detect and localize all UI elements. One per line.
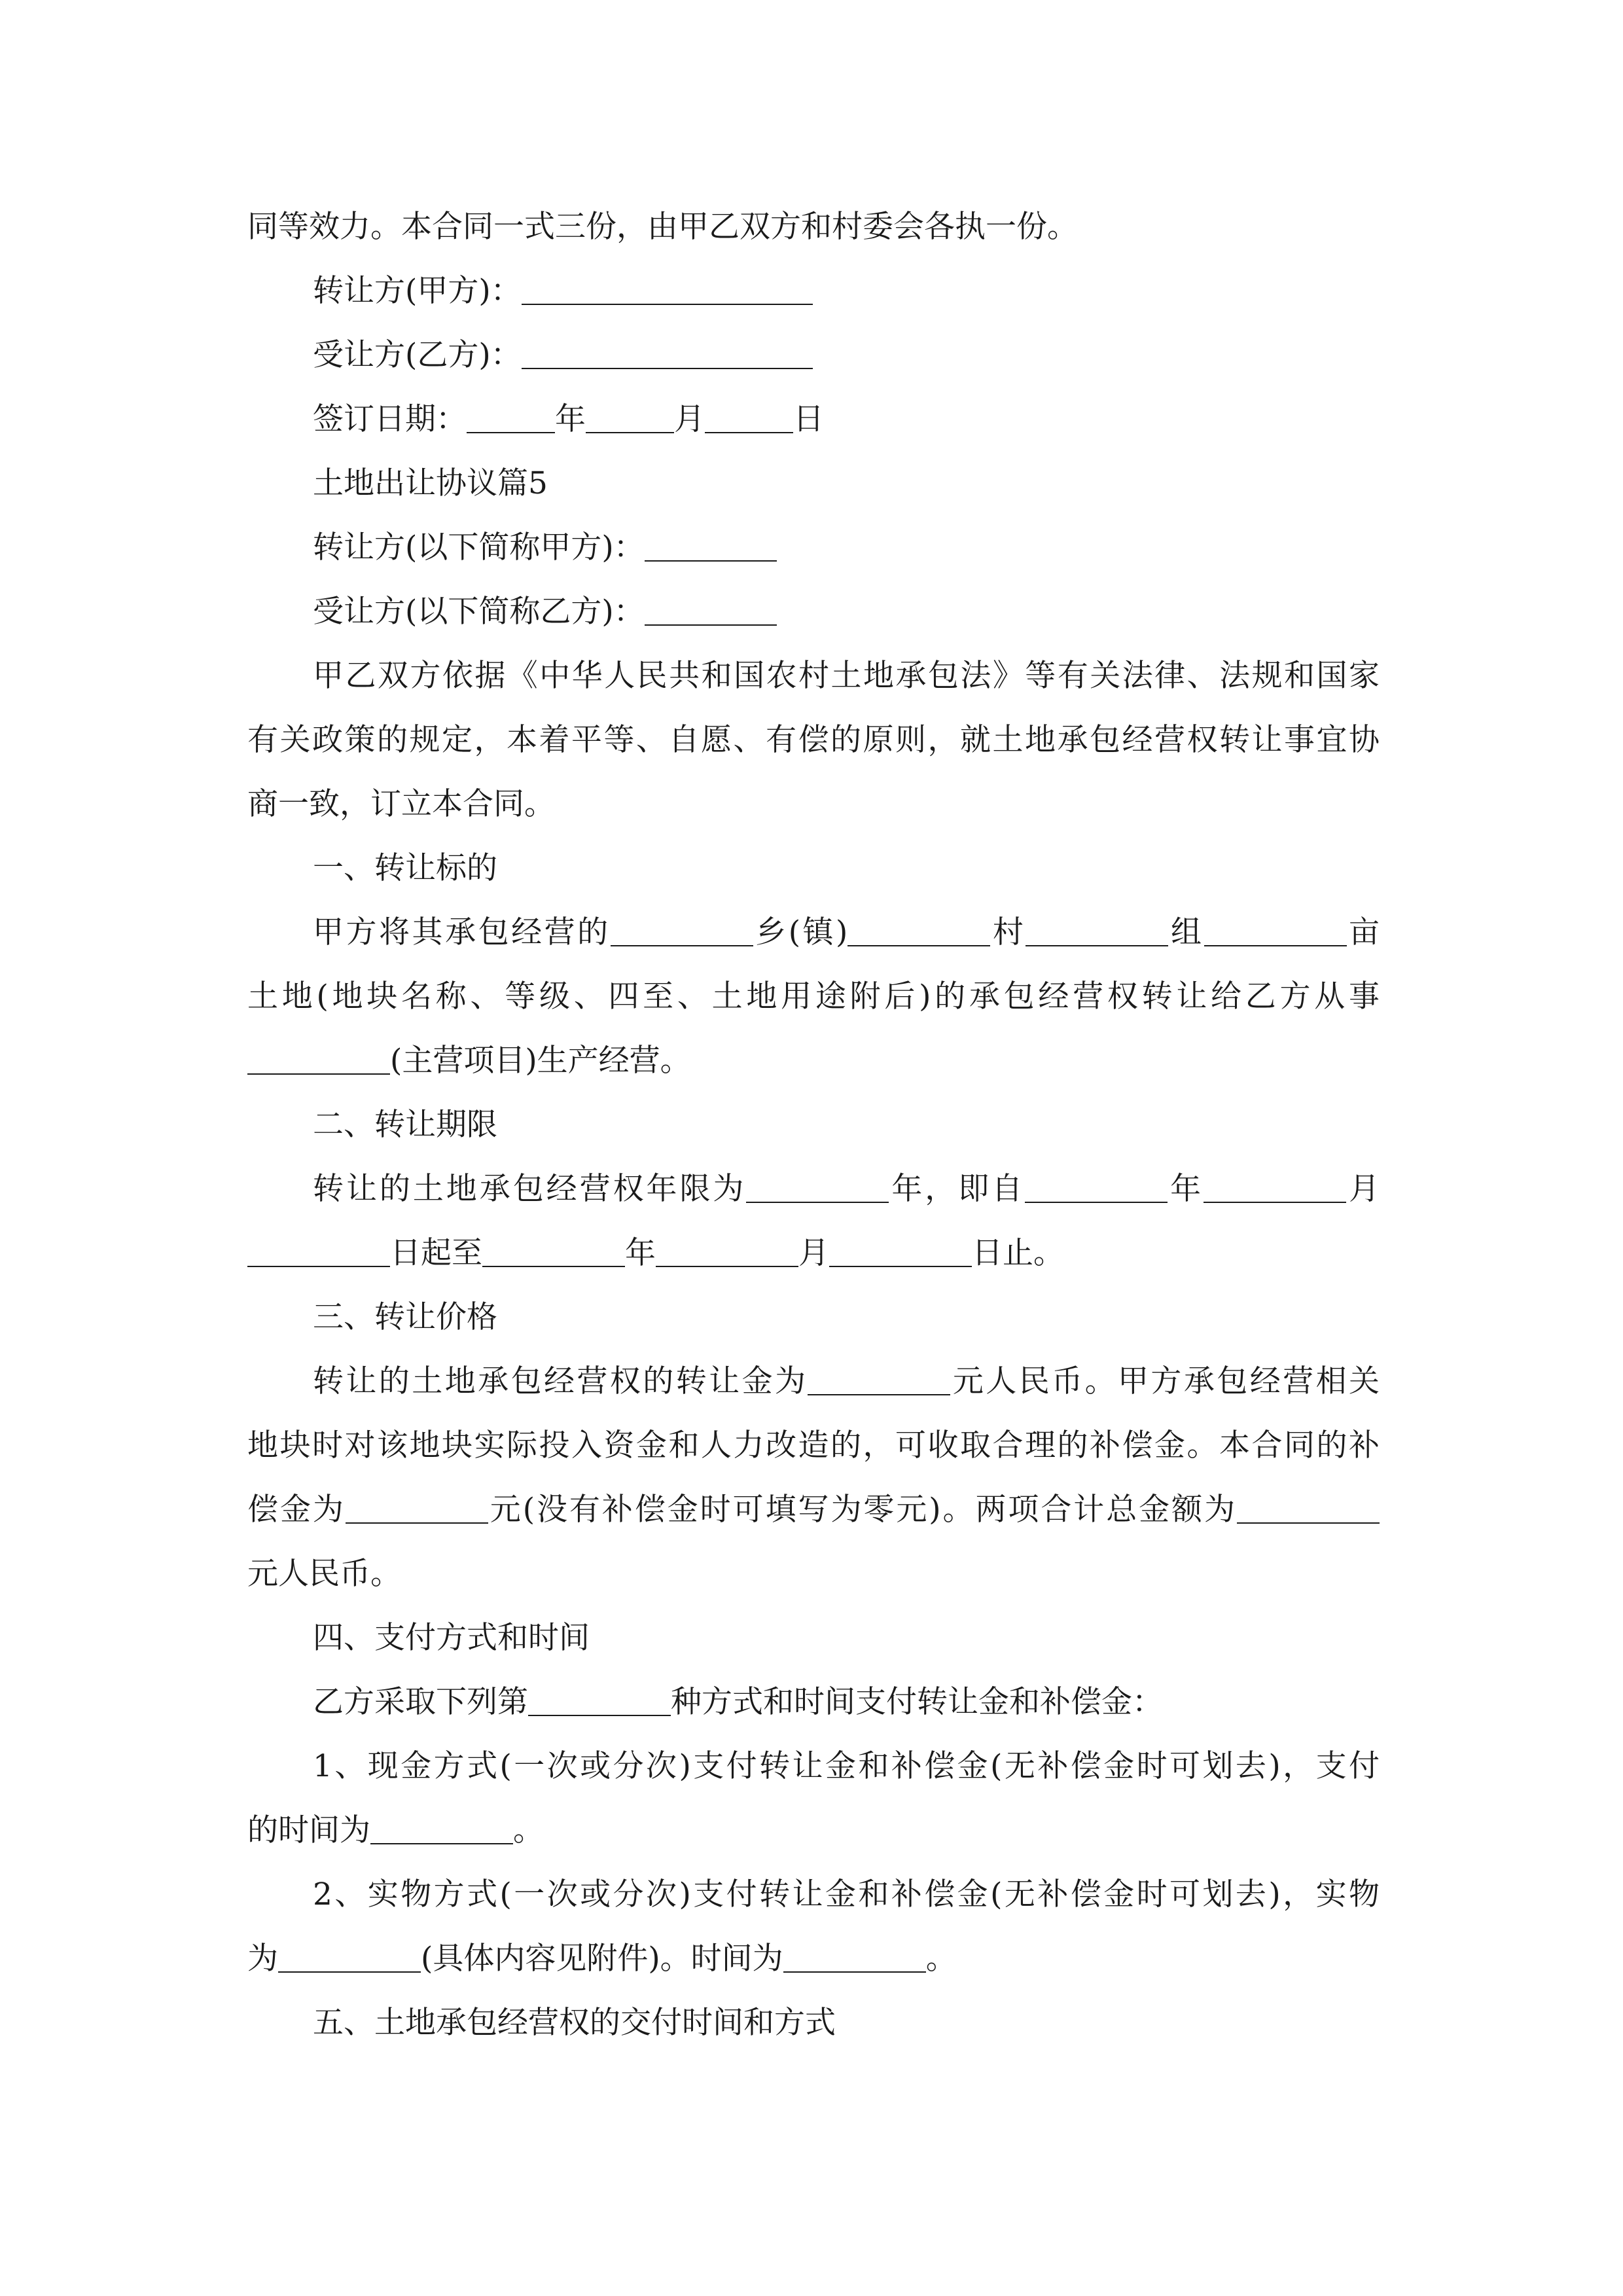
blank-field[interactable] [705,393,793,433]
blank-field[interactable] [645,521,777,562]
paragraph-line: (主营项目)生产经营。 [247,1029,1380,1093]
text-line: 同等效力。本合同一式三份，由甲乙双方和村委会各执一份。 [247,209,1078,245]
heading: 二、转让期限 [313,1107,497,1143]
blank-field[interactable] [611,906,753,946]
blank-field[interactable] [1025,1162,1168,1203]
blank-field[interactable] [346,1483,488,1524]
paragraph-line: 为 (具体内容见附件)。时间为 。 [247,1927,1380,1991]
transferee-line: 受让方(以下简称乙方)： [313,580,1380,644]
blank-field[interactable] [482,1227,625,1267]
signature-party-a: 转让方(甲方)： [313,259,1380,323]
section-title: 土地出让协议篇5 [313,465,548,501]
signing-date: 签订日期： 年 月 日 [313,387,1380,452]
paragraph-line: 元人民币。 [247,1556,401,1592]
heading: 一、转让标的 [313,850,497,886]
paragraph-line: 转让的土地承包经营权的转让金为 元人民币。甲方承包经营相关 [313,1350,1380,1414]
paragraph-line: 地块时对该地块实际投入资金和人力改造的，可收取合理的补偿金。本合同的补 [247,1427,1380,1463]
paragraph-line: 乙方采取下列第 种方式和时间支付转让金和补偿金： [313,1670,1380,1734]
blank-field[interactable] [645,585,777,626]
heading: 四、支付方式和时间 [313,1620,590,1656]
blank-field[interactable] [656,1227,798,1267]
blank-field[interactable] [528,1676,671,1716]
signature-party-b: 受让方(乙方)： [313,323,1380,387]
blank-field[interactable] [1026,906,1168,946]
paragraph-line: 土地(地块名称、等级、四至、土地用途附后)的承包经营权转让给乙方从事 [247,978,1380,1014]
blank-field[interactable] [1237,1483,1380,1524]
paragraph-line: 1、现金方式(一次或分次)支付转让金和补偿金(无补偿金时可划去)，支付 [313,1748,1380,1784]
paragraph-line: 甲乙双方依据《中华人民共和国农村土地承包法》等有关法律、法规和国家 [313,658,1380,694]
paragraph-line: 转让的土地承包经营权年限为 年，即自 年 月 [313,1157,1380,1221]
paragraph-line: 日起至 年 月 日止。 [247,1221,1380,1285]
blank-field[interactable] [746,1162,889,1203]
blank-field[interactable] [847,906,990,946]
paragraph-line: 有关政策的规定，本着平等、自愿、有偿的原则，就土地承包经营权转让事宜协 [247,722,1380,758]
heading: 三、转让价格 [313,1299,497,1335]
paragraph-line: 的时间为 。 [247,1799,1380,1863]
blank-field[interactable] [370,1804,513,1844]
blank-field[interactable] [829,1227,972,1267]
blank-field[interactable] [586,393,674,433]
blank-field[interactable] [247,1227,390,1267]
heading: 五、土地承包经营权的交付时间和方式 [313,2005,836,2041]
paragraph-line: 甲方将其承包经营的 乡(镇) 村 组 亩 [313,901,1380,965]
blank-field[interactable] [1204,906,1347,946]
blank-field[interactable] [247,1034,390,1075]
paragraph-line: 2、实物方式(一次或分次)支付转让金和补偿金(无补偿金时可划去)，实物 [313,1876,1380,1912]
blank-field[interactable] [783,1932,926,1973]
blank-field[interactable] [808,1355,950,1395]
blank-field[interactable] [278,1932,421,1973]
transferor-line: 转让方(以下简称甲方)： [313,516,1380,580]
blank-field[interactable] [467,393,555,433]
blank-field[interactable] [522,329,813,369]
paragraph-line: 商一致，订立本合同。 [247,786,555,822]
blank-field[interactable] [522,264,813,305]
paragraph-line: 偿金为 元(没有补偿金时可填写为零元)。两项合计总金额为 [247,1478,1380,1542]
blank-field[interactable] [1204,1162,1346,1203]
